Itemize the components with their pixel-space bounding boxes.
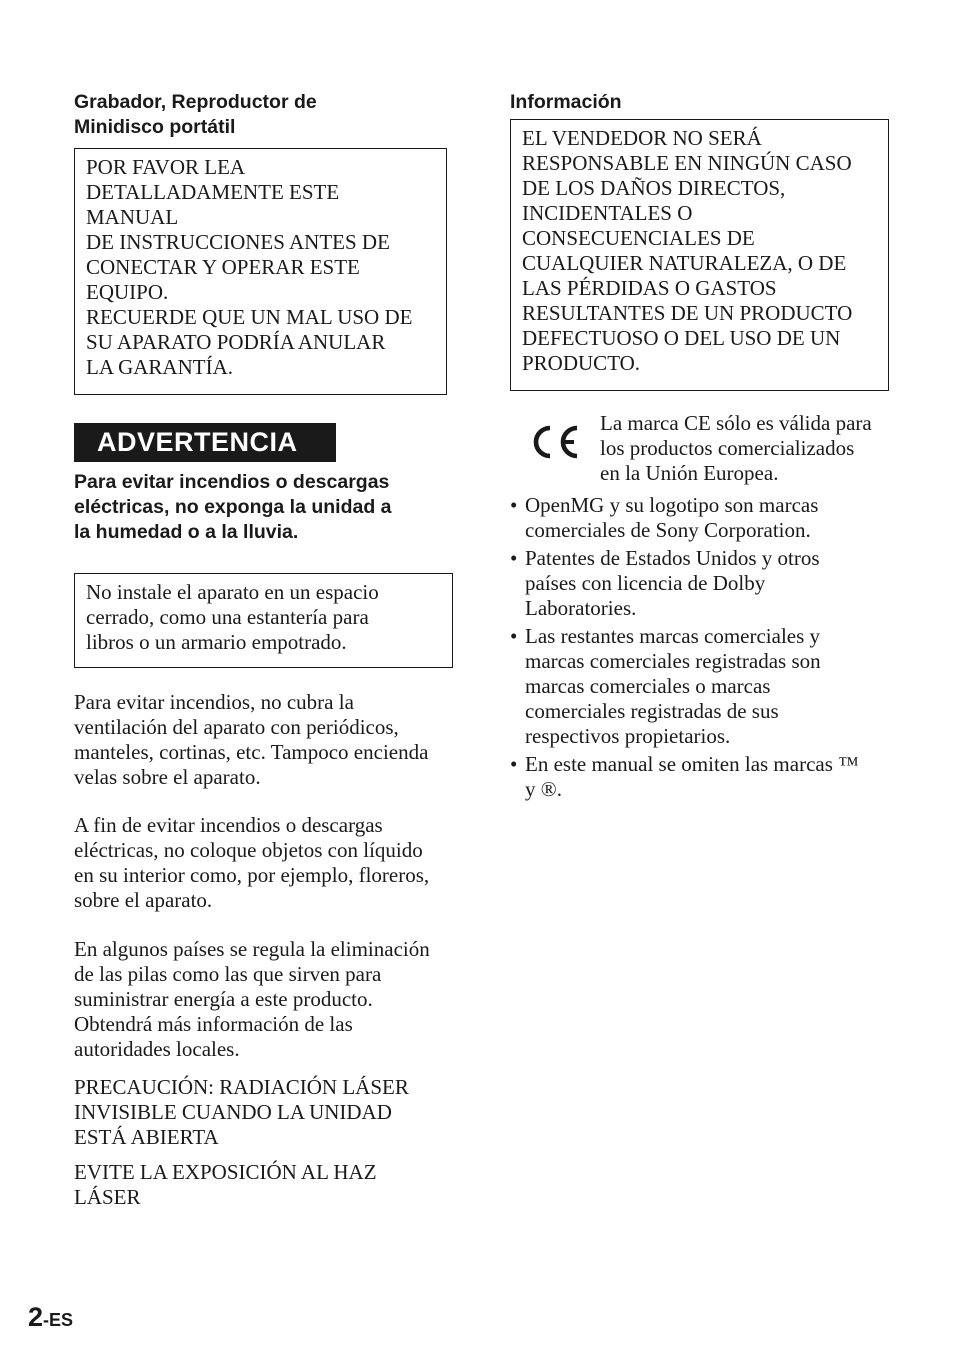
warning-text: Para evitar incendios o descargas eléctricas, no exponga la unidad a la humedad o a la lluvia. [74, 471, 392, 543]
product-title [74, 90, 454, 140]
page-number-value: 2 [28, 1302, 44, 1332]
installation-text: No instale el aparato en un espacio cerrado, como una estantería para libros o un armario empotrado. [86, 580, 379, 654]
right-column [510, 90, 892, 805]
page-language-suffix: -ES [43, 1310, 74, 1330]
manual-notice-box [74, 148, 447, 395]
ce-text: La marca CE sólo es válida para los productos comercializados en la Unión Europea. [600, 411, 872, 485]
list-item: • Las restantes marcas comerciales y marcas comerciales registradas son marcas comerciales o marcas comerciales registradas de sus respectivos propietarios. [510, 624, 821, 748]
disclaimer-box [510, 119, 889, 391]
ce-mark-icon [510, 411, 600, 471]
product-title-line: Grabador, Reproductor de [74, 91, 317, 113]
battery-paragraph: En algunos países se regula la eliminación de las pilas como las que sirven para suministrar energía a este producto. Obtendrá más información de las autoridades locales. [74, 937, 430, 1061]
banner-row [74, 423, 454, 462]
laser-caution: PRECAUCIÓN: RADIACIÓN LÁSER INVISIBLE CUANDO LA UNIDAD ESTÁ ABIERTA [74, 1075, 409, 1149]
ventilation-paragraph: Para evitar incendios, no cubra la ventilación del aparato con periódicos, manteles, cortinas, etc. Tampoco encienda velas sobre el aparato. [74, 690, 429, 789]
list-item: • En este manual se omiten las marcas ™ y ®. [510, 752, 859, 801]
trademark-list [510, 493, 892, 802]
bullet: • [510, 546, 518, 570]
information-title: Información [510, 91, 622, 113]
ce-mark-row [510, 411, 892, 486]
bullet: • [510, 752, 518, 776]
list-item: • OpenMG y su logotipo son marcas comerciales de Sony Corporation. [510, 493, 819, 542]
notice-text: POR FAVOR LEA DETALLADAMENTE ESTE MANUAL DE INSTRUCCIONES ANTES DE CONECTAR Y OPERAR ESTE EQUIPO. RECUERDE QUE UN MAL USO DE SU APARATO PODRÍA ANULAR LA GARANTÍA. [86, 155, 413, 379]
disclaimer-text: EL VENDEDOR NO SERÁ RESPONSABLE EN NINGÚN CASO DE LOS DAÑOS DIRECTOS, INCIDENTALES O CONSECUENCIALES DE CUALQUIER NATURALEZA, O DE LAS PÉRDIDAS O GASTOS RESULTANTES DE UN PRODUCTO DEFECTUOSO O DEL USO DE UN PRODUCTO. [522, 126, 853, 375]
page-number [28, 1302, 73, 1333]
bullet: • [510, 624, 518, 648]
laser-avoid: EVITE LA EXPOSICIÓN AL HAZ LÁSER [74, 1160, 377, 1209]
bullet: • [510, 493, 518, 517]
left-column [74, 90, 454, 1210]
product-title-line: Minidisco portátil [74, 116, 236, 138]
warning-banner: ADVERTENCIA [74, 423, 336, 462]
liquid-paragraph: A fin de evitar incendios o descargas eléctricas, no coloque objetos con líquido en su interior como, por ejemplo, floreros, sobre el aparato. [74, 813, 430, 912]
list-item: • Patentes de Estados Unidos y otros países con licencia de Dolby Laboratories. [510, 546, 820, 620]
installation-notice-box [74, 573, 453, 668]
